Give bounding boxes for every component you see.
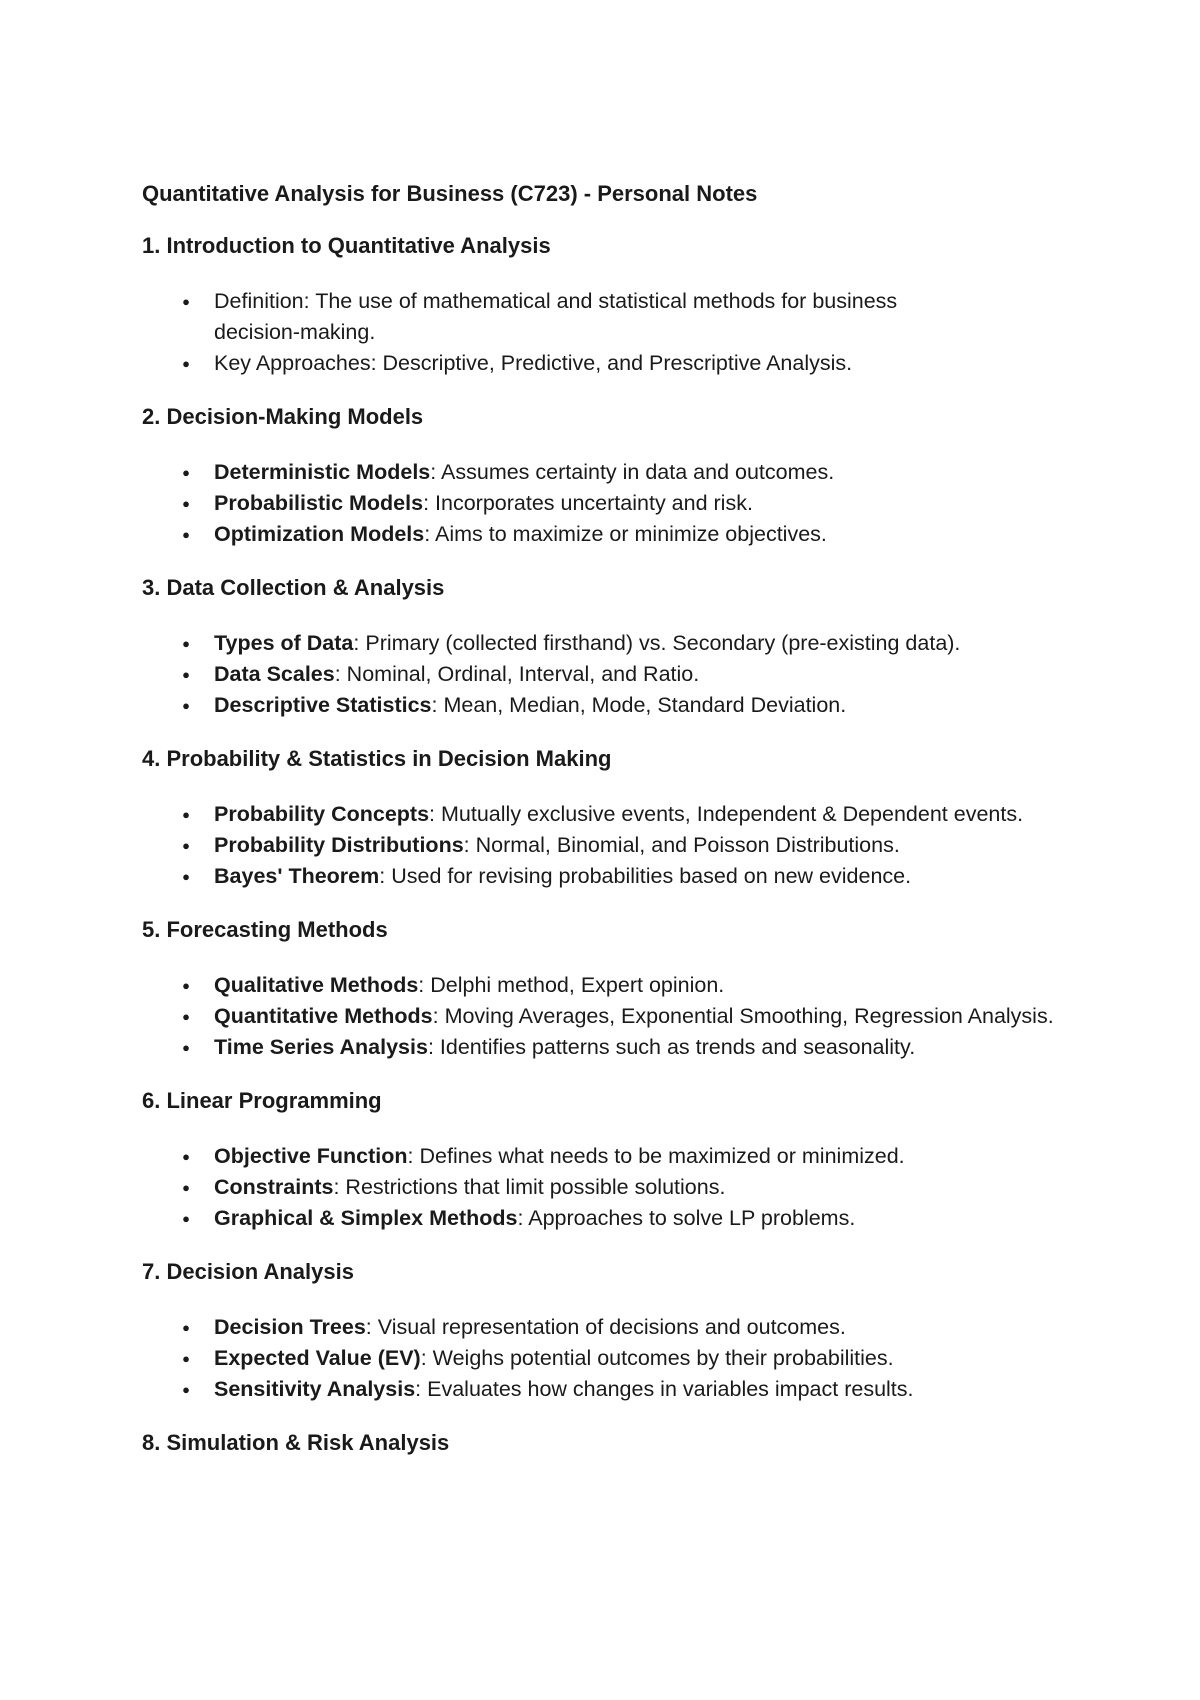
item-term: Sensitivity Analysis bbox=[214, 1377, 416, 1401]
section bbox=[142, 403, 1142, 550]
item-term: Data Scales bbox=[214, 662, 335, 686]
bullet-icon: ● bbox=[182, 1009, 190, 1024]
item-text: Primary (collected firsthand) vs. Secondary (pre-existing data). bbox=[359, 631, 961, 655]
list-item bbox=[142, 1312, 1142, 1343]
section bbox=[142, 1429, 1142, 1457]
bullet-icon: ● bbox=[182, 636, 190, 651]
item-text: Mutually exclusive events, Independent & Dependent events. bbox=[435, 802, 1024, 826]
section-heading: 8. Simulation & Risk Analysis bbox=[142, 1430, 450, 1455]
item-text: Restrictions that limit possible solutions. bbox=[339, 1175, 726, 1199]
bullet-list bbox=[142, 628, 1142, 721]
item-term: Optimization Models bbox=[214, 522, 425, 546]
item-separator: : bbox=[432, 1004, 439, 1028]
section bbox=[142, 916, 1142, 1063]
item-term: Probability Concepts bbox=[214, 802, 430, 826]
item-term: Probabilistic Models bbox=[214, 491, 424, 515]
item-separator: : bbox=[431, 693, 438, 717]
item-text: Assumes certainty in data and outcomes. bbox=[436, 460, 835, 484]
section-heading: 1. Introduction to Quantitative Analysis bbox=[142, 233, 551, 258]
item-separator: : bbox=[415, 1377, 422, 1401]
bullet-list bbox=[142, 799, 1142, 892]
sections-container bbox=[142, 232, 1142, 1457]
item-text-continuation: decision-making. bbox=[214, 320, 376, 344]
bullet-icon: ● bbox=[182, 1149, 190, 1164]
item-term: Probability Distributions bbox=[214, 833, 464, 857]
item-separator: : bbox=[427, 1035, 434, 1059]
item-separator: : bbox=[429, 802, 436, 826]
section bbox=[142, 1258, 1142, 1405]
document-title: Quantitative Analysis for Business (C723) - Personal Notes bbox=[142, 181, 758, 206]
section-heading: 2. Decision-Making Models bbox=[142, 404, 424, 429]
bullet-icon: ● bbox=[182, 698, 190, 713]
item-text: Evaluates how changes in variables impact results. bbox=[421, 1377, 914, 1401]
list-item bbox=[142, 286, 1142, 348]
item-term: Bayes' Theorem bbox=[214, 864, 380, 888]
section bbox=[142, 232, 1142, 379]
item-text: Mean, Median, Mode, Standard Deviation. bbox=[437, 693, 847, 717]
item-term: Time Series Analysis bbox=[214, 1035, 428, 1059]
bullet-icon: ● bbox=[182, 1211, 190, 1226]
item-separator: : bbox=[430, 460, 437, 484]
bullet-icon: ● bbox=[182, 1040, 190, 1055]
section-heading: 5. Forecasting Methods bbox=[142, 917, 388, 942]
item-separator: : bbox=[424, 522, 431, 546]
bullet-icon: ● bbox=[182, 978, 190, 993]
list-item bbox=[142, 1203, 1142, 1234]
list-item bbox=[142, 1141, 1142, 1172]
item-separator: : bbox=[333, 1175, 340, 1199]
item-separator: : bbox=[379, 864, 386, 888]
list-item bbox=[142, 799, 1142, 830]
list-item bbox=[142, 519, 1142, 550]
item-term: Quantitative Methods bbox=[214, 1004, 433, 1028]
section-heading: 7. Decision Analysis bbox=[142, 1259, 354, 1284]
list-item bbox=[142, 1172, 1142, 1203]
item-text: Approaches to solve LP problems. bbox=[523, 1206, 856, 1230]
item-text: Incorporates uncertainty and risk. bbox=[429, 491, 753, 515]
section-heading: 4. Probability & Statistics in Decision Making bbox=[142, 746, 612, 771]
item-separator: : bbox=[423, 491, 430, 515]
item-text: Moving Averages, Exponential Smoothing, Regression Analysis. bbox=[438, 1004, 1054, 1028]
item-text: Weighs potential outcomes by their probabilities. bbox=[426, 1346, 894, 1370]
list-item bbox=[142, 457, 1142, 488]
item-term: Qualitative Methods bbox=[214, 973, 419, 997]
item-term: Objective Function bbox=[214, 1144, 408, 1168]
document-page bbox=[142, 180, 1142, 1457]
item-term: Expected Value (EV) bbox=[214, 1346, 421, 1370]
bullet-icon: ● bbox=[182, 356, 190, 371]
bullet-icon: ● bbox=[182, 807, 190, 822]
list-item bbox=[142, 1374, 1142, 1405]
item-text: Identifies patterns such as trends and seasonality. bbox=[433, 1035, 916, 1059]
list-item bbox=[142, 1001, 1142, 1032]
item-separator: : bbox=[418, 973, 425, 997]
bullet-list bbox=[142, 286, 1142, 379]
bullet-icon: ● bbox=[182, 496, 190, 511]
list-item bbox=[142, 970, 1142, 1001]
item-text: Aims to maximize or minimize objectives. bbox=[430, 522, 827, 546]
list-item bbox=[142, 628, 1142, 659]
item-term: Decision Trees bbox=[214, 1315, 366, 1339]
section-heading: 3. Data Collection & Analysis bbox=[142, 575, 445, 600]
bullet-list bbox=[142, 1312, 1142, 1405]
section-heading: 6. Linear Programming bbox=[142, 1088, 382, 1113]
bullet-list bbox=[142, 1141, 1142, 1234]
list-item bbox=[142, 690, 1142, 721]
item-term: Graphical & Simplex Methods bbox=[214, 1206, 518, 1230]
bullet-icon: ● bbox=[182, 869, 190, 884]
item-term: Types of Data bbox=[214, 631, 354, 655]
section bbox=[142, 574, 1142, 721]
bullet-icon: ● bbox=[182, 294, 190, 309]
bullet-icon: ● bbox=[182, 1320, 190, 1335]
list-item bbox=[142, 861, 1142, 892]
list-item bbox=[142, 830, 1142, 861]
section bbox=[142, 745, 1142, 892]
item-term: Descriptive Statistics bbox=[214, 693, 432, 717]
item-text: Key Approaches: Descriptive, Predictive, and Prescriptive Analysis. bbox=[214, 351, 853, 375]
bullet-icon: ● bbox=[182, 1382, 190, 1397]
item-text: Nominal, Ordinal, Interval, and Ratio. bbox=[340, 662, 700, 686]
list-item bbox=[142, 488, 1142, 519]
bullet-icon: ● bbox=[182, 1180, 190, 1195]
item-separator: : bbox=[353, 631, 360, 655]
bullet-icon: ● bbox=[182, 1351, 190, 1366]
item-text: Defines what needs to be maximized or minimized. bbox=[413, 1144, 905, 1168]
item-text: Definition: The use of mathematical and statistical methods for business bbox=[214, 289, 898, 313]
item-text: Normal, Binomial, and Poisson Distributions. bbox=[469, 833, 900, 857]
item-text: Used for revising probabilities based on new evidence. bbox=[385, 864, 912, 888]
bullet-icon: ● bbox=[182, 838, 190, 853]
list-item bbox=[142, 1343, 1142, 1374]
item-separator: : bbox=[463, 833, 470, 857]
item-term: Constraints bbox=[214, 1175, 334, 1199]
section bbox=[142, 1087, 1142, 1234]
bullet-icon: ● bbox=[182, 465, 190, 480]
list-item bbox=[142, 348, 1142, 379]
item-separator: : bbox=[407, 1144, 414, 1168]
bullet-icon: ● bbox=[182, 527, 190, 542]
item-separator: : bbox=[517, 1206, 524, 1230]
item-term: Deterministic Models bbox=[214, 460, 431, 484]
bullet-list bbox=[142, 457, 1142, 550]
item-separator: : bbox=[334, 662, 341, 686]
item-separator: : bbox=[365, 1315, 372, 1339]
list-item bbox=[142, 1032, 1142, 1063]
bullet-list bbox=[142, 970, 1142, 1063]
item-separator: : bbox=[420, 1346, 427, 1370]
list-item bbox=[142, 659, 1142, 690]
bullet-icon: ● bbox=[182, 667, 190, 682]
item-text: Delphi method, Expert opinion. bbox=[424, 973, 725, 997]
item-text: Visual representation of decisions and outcomes. bbox=[371, 1315, 846, 1339]
